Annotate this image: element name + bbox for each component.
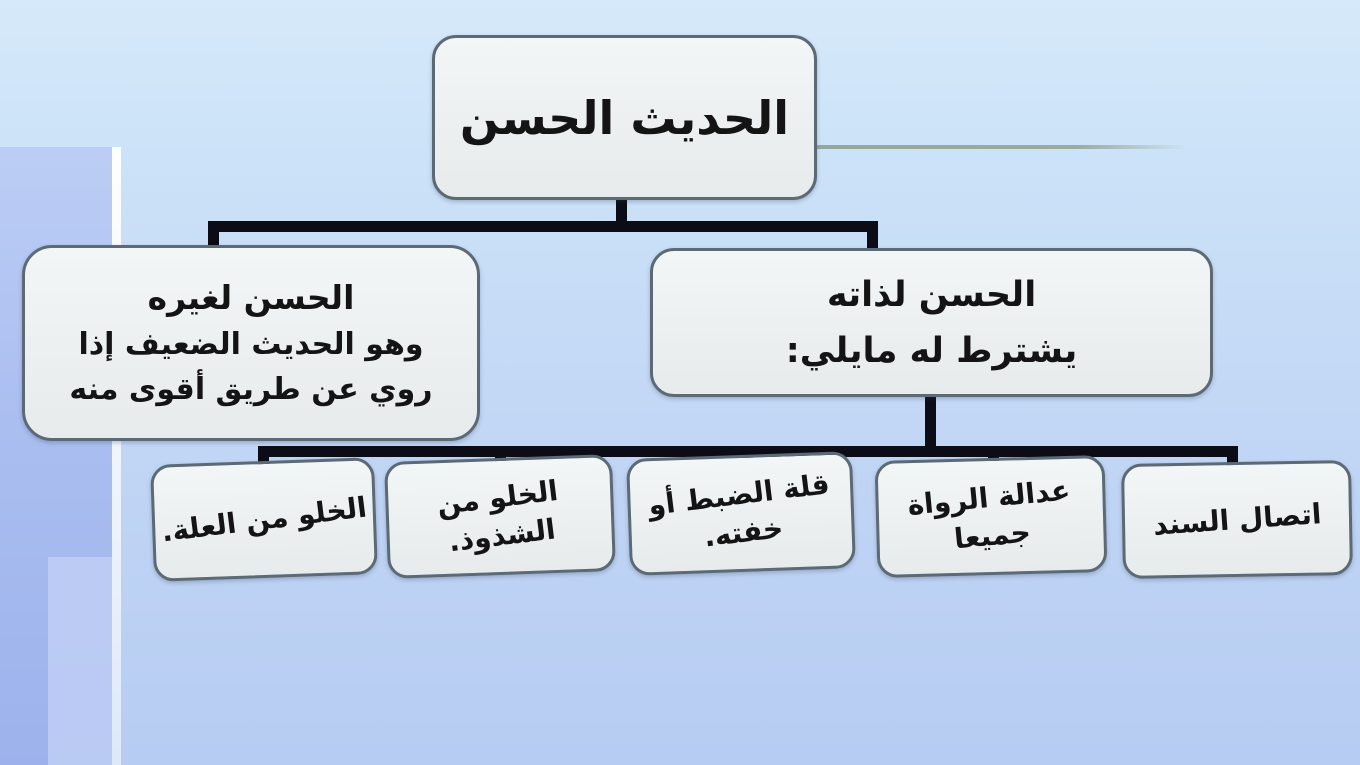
condition-label-line1: عدالة الرواة bbox=[906, 473, 1072, 522]
right-branch-title: الحسن لذاته bbox=[826, 274, 1037, 315]
condition-node-free-of-defect bbox=[150, 457, 378, 582]
right-branch-node bbox=[650, 248, 1213, 397]
connector-right-branch-down-stub bbox=[925, 396, 936, 452]
condition-node-free-of-irregularity bbox=[384, 454, 616, 579]
condition-label: اتصال السند bbox=[1151, 496, 1323, 542]
left-branch-node bbox=[22, 245, 480, 441]
condition-label-line2: خفته. bbox=[701, 510, 785, 554]
background-horizontal-line bbox=[815, 145, 1187, 149]
left-branch-body-line2: روي عن طريق أقوى منه bbox=[69, 371, 433, 407]
left-branch-title: الحسن لغيره bbox=[147, 278, 355, 318]
condition-label-line1: قلة الضبط أو bbox=[646, 466, 832, 522]
root-node-label: الحديث الحسن bbox=[459, 90, 790, 145]
condition-node-light-precision bbox=[626, 451, 856, 576]
condition-node-connected-chain bbox=[1121, 460, 1353, 579]
condition-label-line1: الخلو من bbox=[435, 473, 560, 522]
condition-label-line2: جميعا bbox=[953, 514, 1033, 556]
background-vertical-divider bbox=[112, 147, 121, 765]
root-node bbox=[432, 35, 817, 200]
condition-label-line2: الشذوذ. bbox=[447, 511, 558, 558]
connector-level1-bar bbox=[208, 221, 878, 232]
background-left-highlight bbox=[48, 557, 112, 765]
right-branch-subtitle: يشترط له مايلي: bbox=[785, 330, 1078, 371]
condition-label: الخلو من العلة. bbox=[159, 490, 369, 549]
left-branch-body-line1: وهو الحديث الضعيف إذا bbox=[78, 326, 424, 362]
condition-node-narrators-integrity bbox=[875, 455, 1108, 578]
